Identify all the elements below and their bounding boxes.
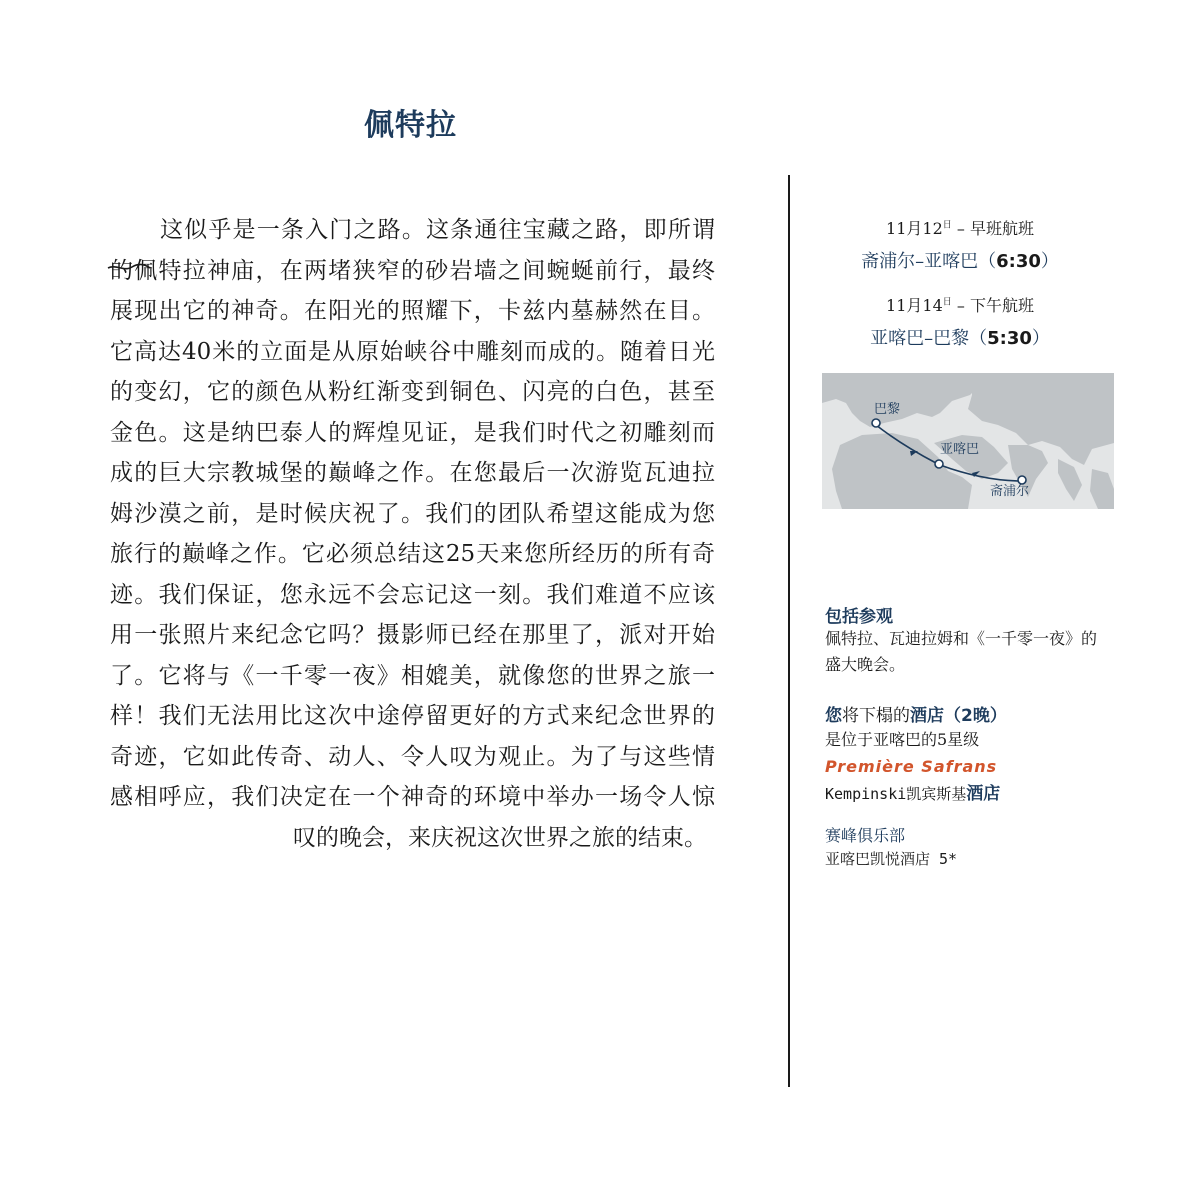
body-line: 姆沙漠之前，是时候庆祝了。我们的团队希望这能成为您 — [110, 500, 715, 527]
club-text: 亚喀巴凯悦酒店 5* — [825, 850, 958, 868]
route-map — [822, 373, 1114, 509]
flight-2-route: 亚喀巴–巴黎（5:30） — [870, 328, 1050, 349]
included-text: 佩特拉、瓦迪拉姆和《一千零一夜》的 盛大晚会。 — [825, 629, 1098, 674]
page-title: 佩特拉 — [364, 108, 457, 143]
body-line: 叹的晚会，来庆祝这次世界之旅的结束。 — [293, 824, 707, 851]
handwritten-strike-mark — [106, 262, 152, 274]
body-line: 它高达40米的立面是从原始峡谷中雕刻而成的。随着日光 — [110, 338, 715, 365]
map-point-jaipur — [1018, 476, 1026, 484]
body-line: 了。它将与《一千零一夜》相媲美，就像您的世界之旅一 — [110, 662, 715, 689]
body-paragraph — [110, 210, 715, 858]
body-line: 旅行的巅峰之作。它必须总结这25天来您所经历的所有奇 — [110, 541, 715, 567]
flight-2-date: 11月$14^日$ – 下午航班 — [886, 296, 1034, 315]
body-line: 迹。我们保证，您永远不会忘记这一刻。我们难道不应该 — [110, 581, 715, 608]
body-line: 的变幻，它的颜色从粉红渐变到铜色、闪亮的白色，甚至 — [110, 379, 715, 405]
map-label-aqaba: 亚喀巴 — [940, 442, 980, 457]
hotel-line-1: 是位于亚喀巴的5星级 — [825, 730, 980, 749]
map-label-jaipur: 斋浦尔 — [990, 484, 1030, 499]
map-point-aqaba — [935, 460, 943, 468]
hotel-line-3: Kempinski凯宾斯基酒店 — [825, 784, 1001, 804]
flight-1-date: 11月$12^日$ – 早班航班 — [886, 219, 1034, 238]
body-line: 这似乎是一条入门之路。这条通往宝藏之路，即所谓 — [160, 217, 715, 243]
club-title: 赛峰俱乐部 — [825, 826, 906, 845]
body-line: 金色。这是纳巴泰人的辉煌见证，是我们时代之初雕刻而 — [110, 419, 715, 446]
map-label-paris: 巴黎 — [874, 402, 901, 417]
body-line: 展现出它的神奇。在阳光的照耀下，卡兹内墓赫然在目。 — [110, 298, 715, 324]
hotel-heading: 您将下榻的酒店（2晚） — [825, 706, 1007, 726]
body-line: 感相呼应，我们决定在一个神奇的环境中举办一场令人惊 — [110, 784, 715, 810]
flight-1-route: 斋浦尔–亚喀巴（6:30） — [861, 251, 1059, 272]
body-line: 用一张照片来纪念它吗？摄影师已经在那里了，派对开始 — [110, 622, 715, 648]
body-line: 样！我们无法用比这次中途停留更好的方式来纪念世界的 — [110, 703, 715, 729]
body-line: 奇迹，它如此传奇、动人、令人叹为观止。为了与这些情 — [110, 743, 715, 770]
body-line: 的佩特拉神庙，在两堵狭窄的砂岩墙之间蜿蜒前行，最终 — [110, 257, 715, 284]
column-divider — [788, 175, 790, 1087]
included-heading: 包括参观 — [825, 607, 893, 627]
body-line: 成的巨大宗教城堡的巅峰之作。在您最后一次游览瓦迪拉 — [110, 460, 715, 486]
map-point-paris — [872, 419, 880, 427]
hotel-name: Première Safrans — [825, 757, 998, 776]
